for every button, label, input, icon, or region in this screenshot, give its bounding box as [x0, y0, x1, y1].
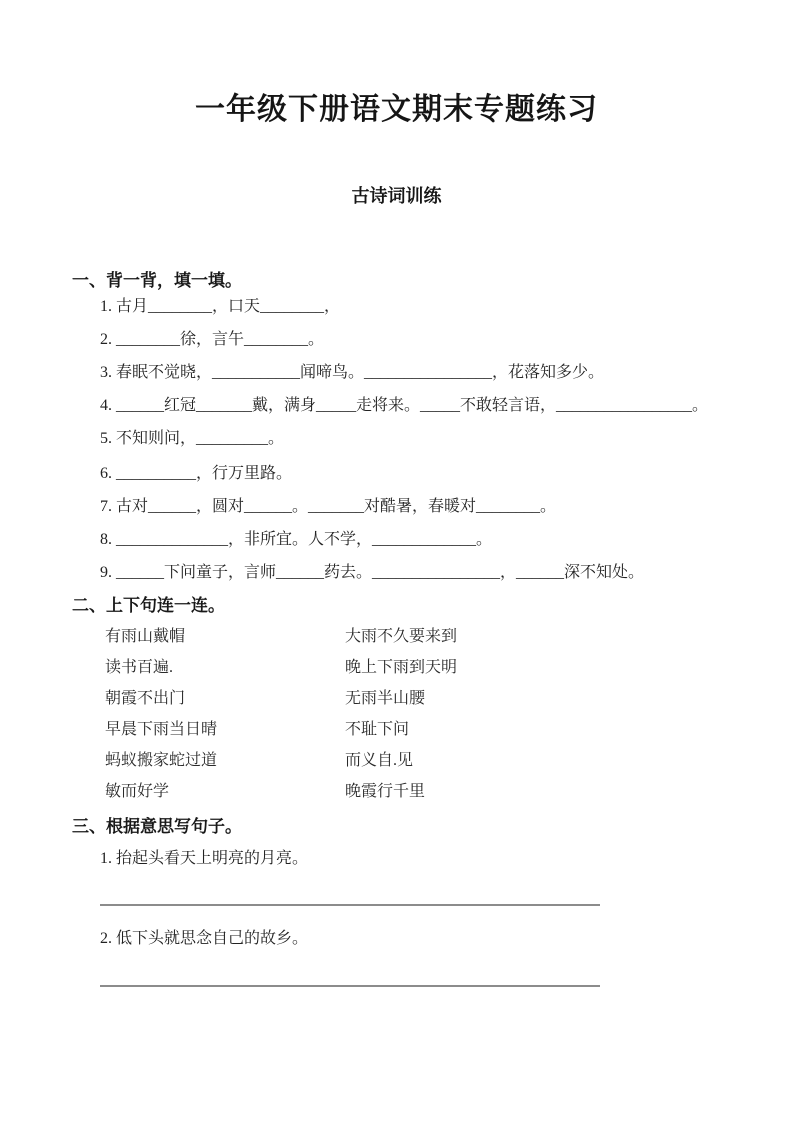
section-matching — [72, 595, 787, 803]
match-right: 晚霞行千里 — [345, 783, 426, 800]
fill-blank-item-8: 8. ______________，非所宜。人不学，_____________。 — [100, 531, 493, 548]
match-row — [105, 688, 787, 710]
section-3-heading: 三、根据意思写句子。 — [72, 817, 242, 836]
fill-blank-item-4: 4. ______红冠_______戴，满身_____走将来。_____不敢轻言语，_________________。 — [100, 397, 709, 414]
sentence-prompt-2: 2. 低下头就思念自己的故乡。 — [100, 930, 309, 947]
match-left: 读书百遍. — [105, 659, 174, 676]
match-right: 而义自.见 — [345, 752, 414, 769]
page-title: 一年级下册语文期末专题练习 — [195, 93, 598, 126]
fill-blank-item-3: 3. 春眠不觉晓，___________闻啼鸟。________________，花落知多少。 — [100, 364, 605, 381]
sentence-prompt-1: 1. 抬起头看天上明亮的月亮。 — [100, 850, 309, 867]
match-right: 无雨半山腰 — [345, 690, 426, 707]
page-subtitle: 古诗词训练 — [351, 186, 442, 206]
section-1-heading: 一、背一背，填一填。 — [72, 271, 242, 290]
match-row — [105, 657, 787, 679]
fill-blank-item-1: 1. 古月________，口天________， — [100, 298, 341, 315]
match-left: 蚂蚁搬家蛇过道 — [105, 752, 218, 769]
match-left: 有雨山戴帽 — [105, 628, 186, 645]
fill-blank-item-2: 2. ________徐，言午________。 — [100, 331, 325, 348]
fill-blank-item-5: 5. 不知则问，_________。 — [100, 430, 285, 447]
match-right: 晚上下雨到天明 — [345, 659, 458, 676]
match-row — [105, 719, 787, 741]
fill-blank-item-6: 6. __________，行万里路。 — [100, 465, 293, 482]
match-left: 敏而好学 — [105, 783, 170, 800]
answer-line — [100, 985, 600, 987]
match-row — [105, 750, 787, 772]
match-right: 不耻下问 — [345, 721, 410, 738]
match-right: 大雨不久要来到 — [345, 628, 458, 645]
fill-blank-item-7: 7. 古对______，圆对______。_______对酷暑，春暖对________。 — [100, 498, 557, 515]
page-content — [0, 270, 793, 987]
section-2-heading: 二、上下句连一连。 — [72, 596, 225, 615]
match-row — [105, 781, 787, 803]
section-write-sentences — [72, 816, 787, 987]
answer-line — [100, 904, 600, 906]
match-left: 朝霞不出门 — [105, 690, 186, 707]
fill-blank-item-9: 9. ______下问童子，言师______药去。________________，______深不知处。 — [100, 564, 645, 581]
section-fill-in-blanks — [72, 270, 787, 584]
match-left: 早晨下雨当日晴 — [105, 721, 218, 738]
match-row — [105, 626, 787, 648]
